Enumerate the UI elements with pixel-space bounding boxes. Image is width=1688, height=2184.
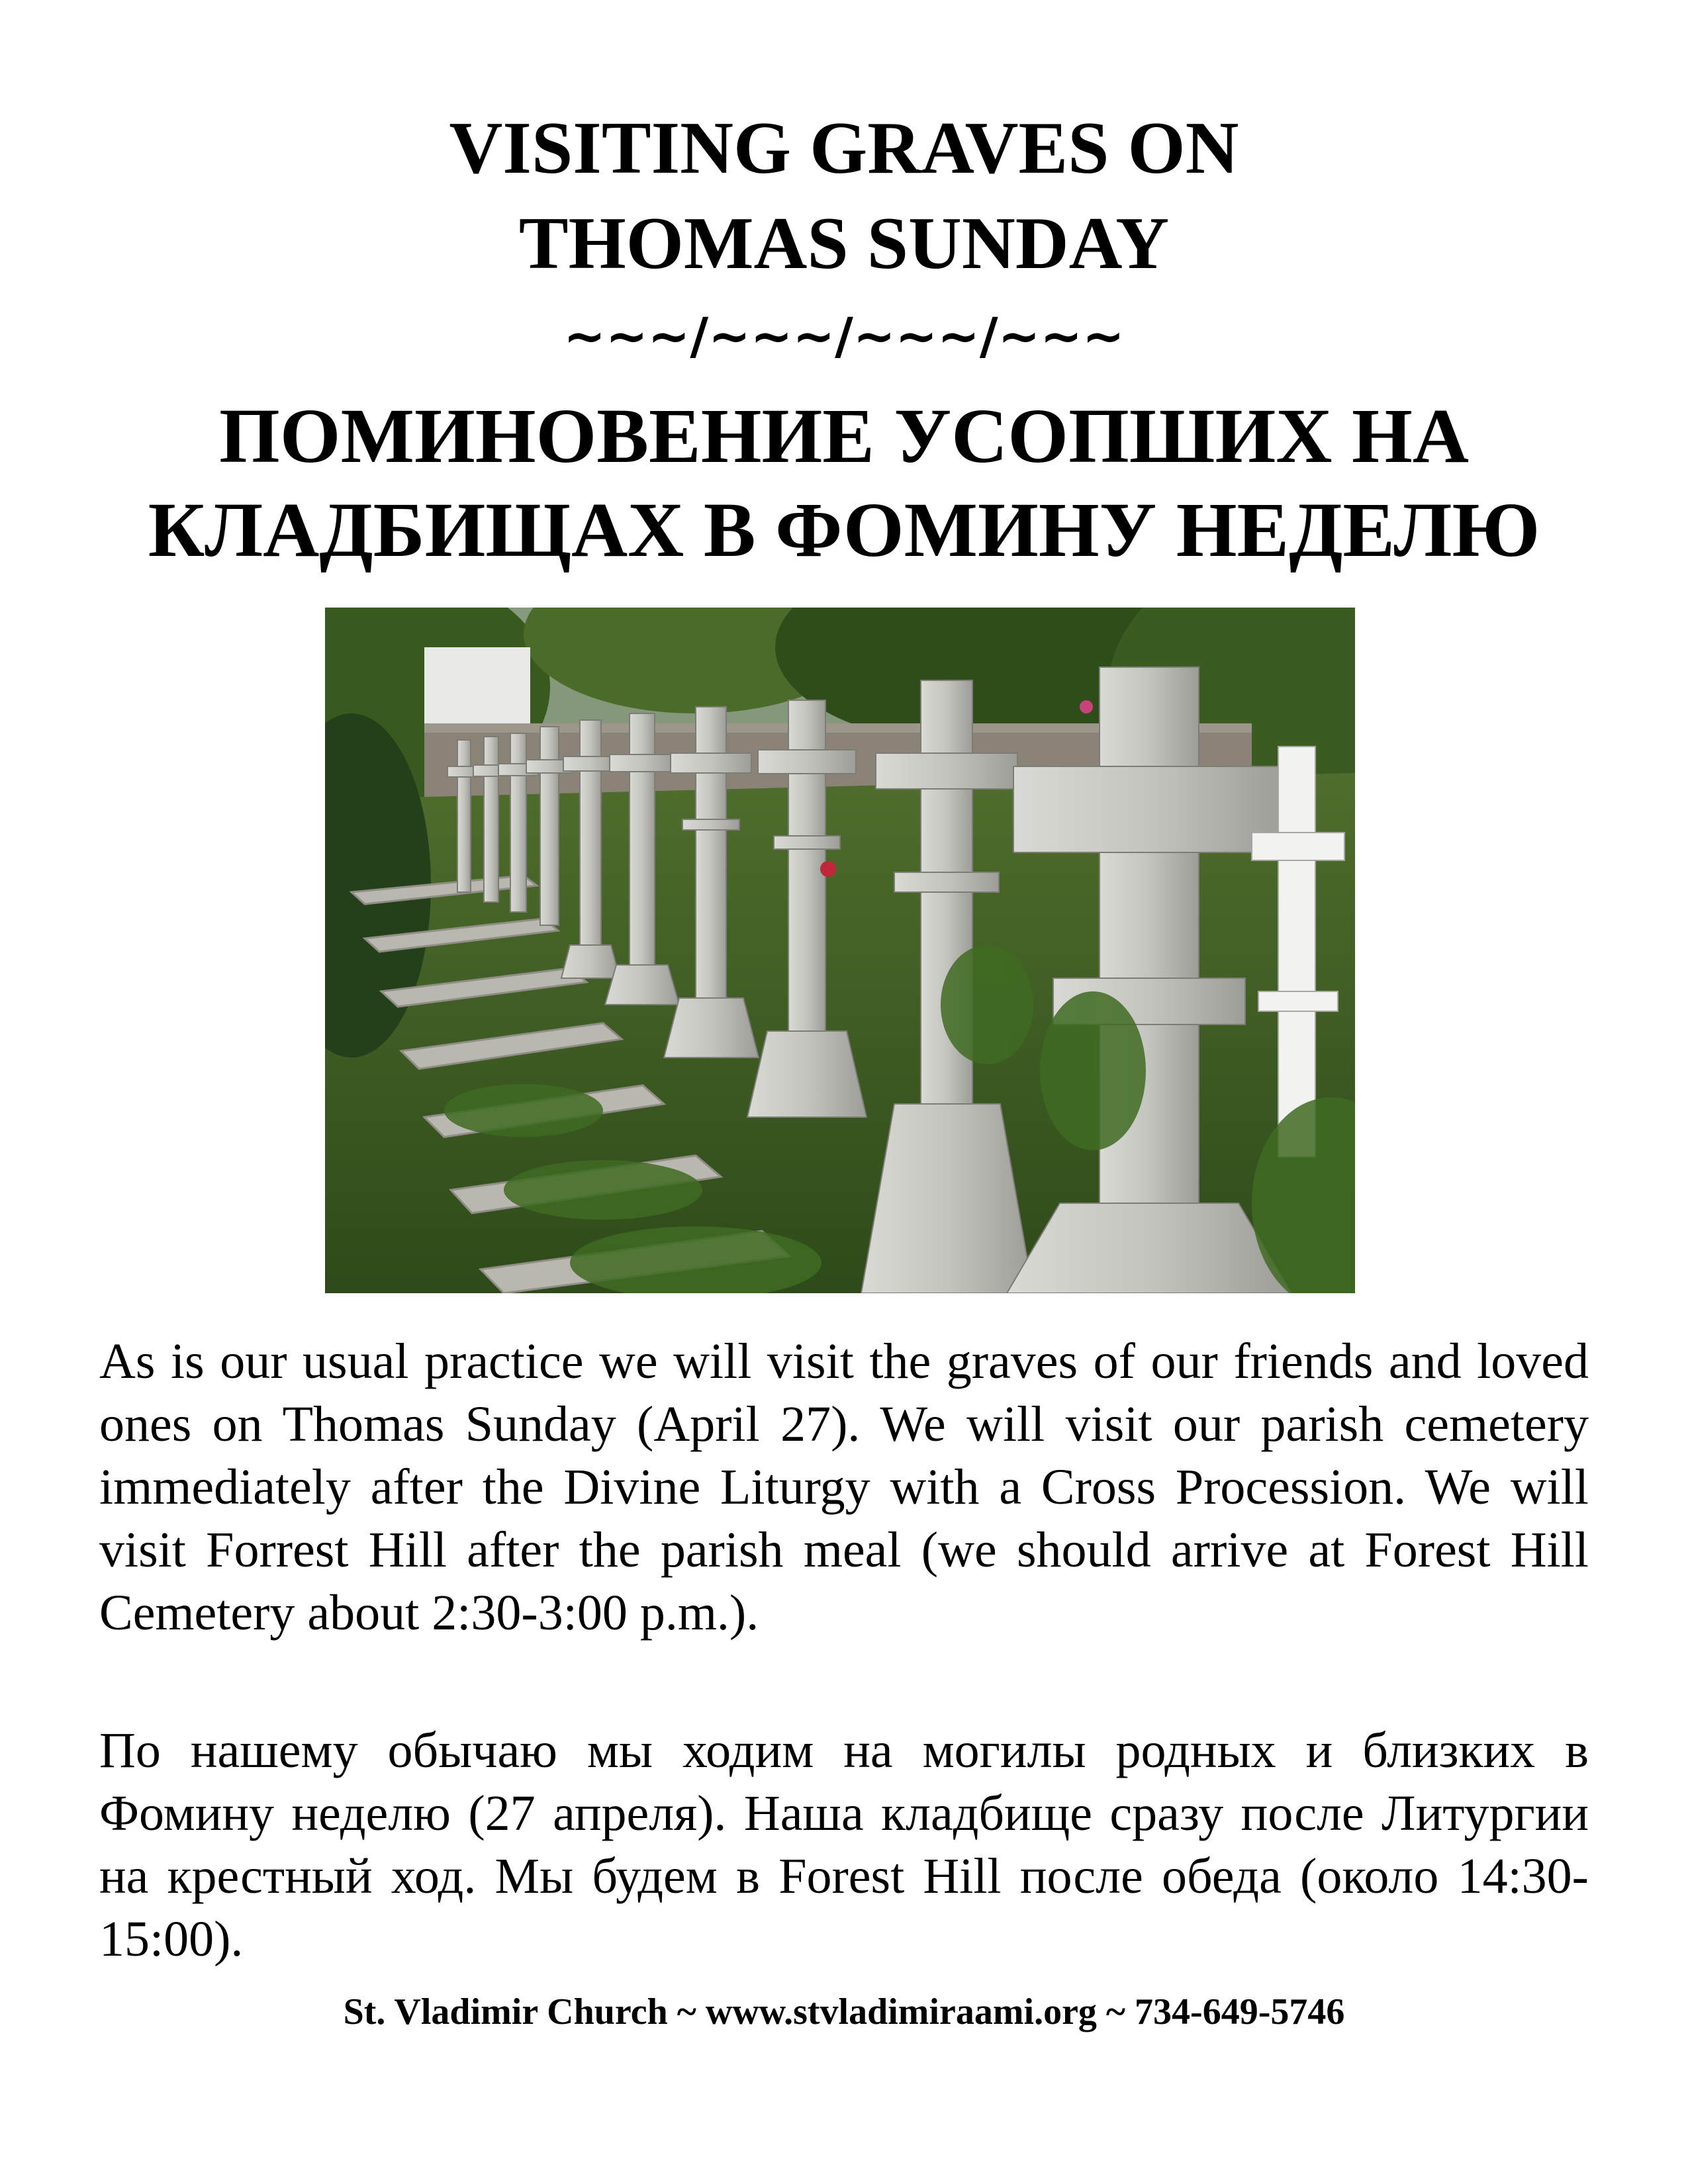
cemetery-illustration (325, 608, 1355, 1293)
church-contact-footer: St. Vladimir Church ~ www.stvladimiraami.org ~ 734-649-5746 (343, 1991, 1345, 2032)
russian-announcement-paragraph: По нашему обычаю мы ходим на могилы родных и близких в Фомину неделю (27 апреля). Наша кладбище сразу после Литургии на крестный ход. Мы будем в Forest Hill после обеда (около 14:30-15:00). (99, 1723, 1589, 1967)
title-english-line-2: THOMAS SUNDAY (518, 203, 1170, 285)
title-divider: ~~~/~~~/~~~/~~~ (563, 306, 1125, 365)
title-russian-line-1: ПОМИНОВЕНИЕ УСОПШИХ НА (219, 392, 1469, 479)
cemetery-crosses-photo (325, 608, 1355, 1293)
title-english-line-1: VISITING GRAVES ON (449, 107, 1239, 189)
english-announcement-paragraph: As is our usual practice we will visit the graves of our friends and loved ones on Thomas Sunday (April 27). We will visit our parish cemetery immediately after the Divine Liturgy with a Cross Procession. We will visit Forrest Hill after the parish meal (we should arrive at Forest Hill Cemetery about 2:30-3:00 p.m.). (99, 1334, 1589, 1641)
title-russian-line-2: КЛАДБИЩАХ В ФОМИНУ НЕДЕЛЮ (148, 486, 1540, 573)
